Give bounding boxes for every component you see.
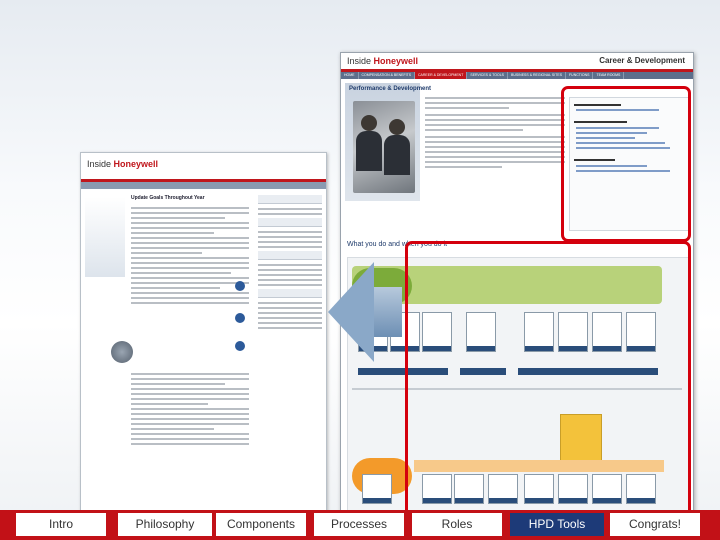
large-page-nav <box>341 72 693 79</box>
left-arrow-icon <box>328 262 374 362</box>
small-page-heading: Update Goals Throughout Year <box>131 195 205 201</box>
nav-tab-business[interactable]: BUSINESS & REGIONAL SITES <box>508 72 566 79</box>
large-page-logo <box>347 56 418 66</box>
nav-tab-teamrooms[interactable]: TEAM ROOMS <box>593 72 624 79</box>
small-page-body-text <box>131 207 249 307</box>
small-page-portrait <box>111 341 133 363</box>
logo-brand: Honeywell <box>373 56 419 66</box>
large-page-header <box>341 53 693 72</box>
nav-components-button[interactable]: Components <box>216 513 306 536</box>
nav-tab-functions[interactable]: FUNCTIONS <box>566 72 593 79</box>
small-page-header <box>81 153 326 182</box>
small-page-logo <box>87 159 158 169</box>
nav-roles-button[interactable]: Roles <box>412 513 502 536</box>
section-heading: What you do and when you do it <box>347 241 448 248</box>
arrow-shaft <box>372 287 402 337</box>
logo-prefix: Inside <box>347 56 372 66</box>
small-page-screenshot <box>80 152 327 522</box>
logo-prefix: Inside <box>87 159 112 169</box>
nav-intro-button[interactable]: Intro <box>16 513 106 536</box>
office-photo <box>353 101 415 193</box>
nav-tab-services[interactable]: SERVICES & TOOLS <box>467 72 508 79</box>
logo-brand: Honeywell <box>113 159 159 169</box>
small-page-nav <box>81 182 326 189</box>
small-page-sidebar <box>258 195 322 332</box>
question-icon <box>235 341 245 351</box>
globe-icon <box>235 281 245 291</box>
small-page-body-text-2 <box>131 373 249 448</box>
nav-processes-button[interactable]: Processes <box>314 513 404 536</box>
nav-congrats-button[interactable]: Congrats! <box>610 513 700 536</box>
info-icon <box>235 313 245 323</box>
highlight-process-diagram <box>405 241 691 520</box>
small-page-left-image <box>85 197 125 277</box>
intro-text <box>425 97 565 171</box>
nav-hpd-tools-button[interactable]: HPD Tools <box>510 513 604 536</box>
nav-tab-home[interactable]: HOME <box>341 72 359 79</box>
page-title: Performance & Development <box>349 86 432 92</box>
section-title: Career & Development <box>599 56 685 65</box>
highlight-quick-links <box>561 86 691 242</box>
nav-philosophy-button[interactable]: Philosophy <box>118 513 212 536</box>
nav-tab-career[interactable]: CAREER & DEVELOPMENT <box>415 72 467 79</box>
nav-tab-compensation[interactable]: COMPENSATION & BENEFITS <box>359 72 416 79</box>
diagram-step <box>362 474 392 504</box>
